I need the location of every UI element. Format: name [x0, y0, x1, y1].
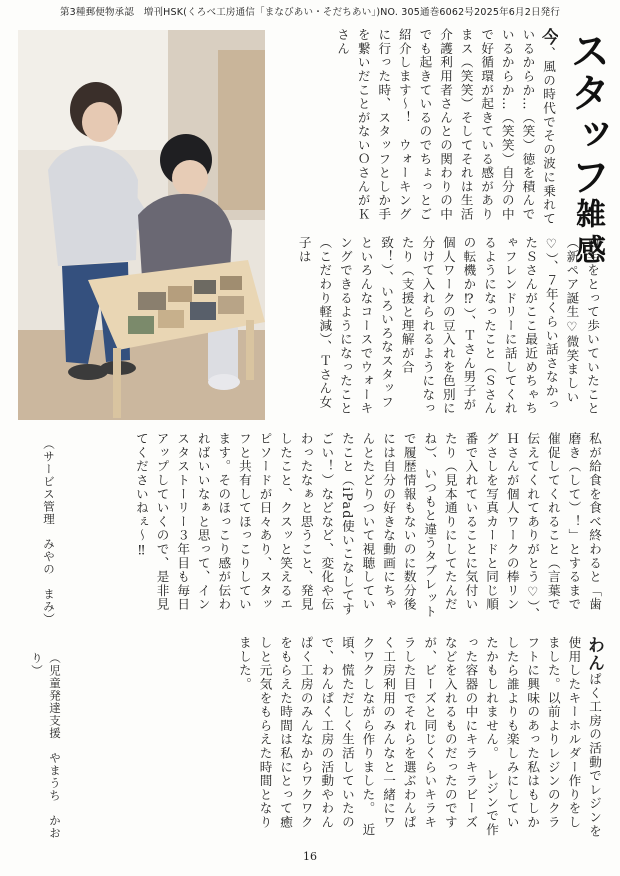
- article1-text-middle: の手をとって歩いていたこと（新ペア誕生♡微笑ましい♡）、７年くらい話さなかったＳさんがここ最近めちゃちゃフレンドリーに話してくれるようになったこと（Ｓさんの転機か⁉）、Ｔさん男子が個人ワークの豆入れを色別に分けて入れられるようになったり（支援と理解が合致！）、いろいろなスタッフといろんなコースでウォーキングできるようになったこと（こだわり軽減）、Ｔさん女子は: [296, 236, 600, 416]
- article1-text-bottom: 私が給食を食べ終わると「歯磨き（して）！」とするまで催促してくれること（言葉で伝えてくれてありがとう♡）、Ｈさんが個人ワークの棒リングさしを写真カードと同じ順番で入れていることに気付いたり（見本通りにしてたんだね）、いつもと違うタブレットで履歴情報もないのに数分後には自分の好きな動画にちゃんとたどりついて視聴していたこと（iPad使いこなしてすごい！）などなど、変化や伝わったなぁと思うこと、発見したこと、クスッと笑えるエピソードが日々あり、スタッフと共有してほっこりしています。そのほっこり感が伝わればいいなぁと思って、インスタストーリー３年目も毎日アップしていくので、是非見てくださいねぇ〜‼: [133, 432, 602, 622]
- article1-middle-column: [272, 236, 602, 418]
- article1-lead-char: 今: [538, 28, 558, 47]
- column-title: [562, 30, 612, 270]
- article1-bottom-column: [58, 432, 604, 622]
- title-sub: 雑感: [570, 198, 605, 270]
- article1-text-top: 、風の時代でその波に乗れているからか…（笑）徳を積んでいるからか…（笑笑）自分の中で好循環が起きている感がありまス（笑笑）そしてそれは生活介護利用者さんとの関わりの中でも起きているのでちょっとご紹介します〜！ ウォーキングに行った時、スタッフとしか手を繋いだことがないＯさんがＫさん: [335, 28, 556, 226]
- article2-text: ぱく工房の活動でレジンを使用したキーホルダー作りをしました。以前よりレジンのクラフトに興味のあった私はもしかしたら誰よりも楽しみにしていたかもしれません。 レジンで作った容器の中にキラキラビーズなどを入れるものだったのですが、ビーズと同じくらいキラキラした目でそれらを選ぶわんぱく工房利用のみんなと一緒にワクワクしながら作りました。 近頃、慌ただしく生活していたので、わんぱく工房の活動やわんぱく工房のみんなからワクワクをもらえた時間は私にとって癒しと元気をもらえた時間となりました。: [236, 636, 602, 839]
- article1-top-column: [272, 28, 558, 228]
- article1-signature: （サービス管理 みやの まみ）: [42, 438, 56, 626]
- activity-photo: [18, 30, 265, 420]
- activity-photo-drawing: [18, 30, 265, 420]
- article2-column: [58, 636, 604, 840]
- page-number: 16: [303, 850, 317, 863]
- publication-header: 第3種郵便物承認 増刊HSK(くろべ工房通信「まなびあい・そだちあい」)NO. 305通巻6062号2025年6月2日発行: [59, 7, 561, 18]
- article2-signature: （児童発達支援 やまうち かおり）: [30, 652, 62, 840]
- article2-lead-char: わん: [584, 636, 604, 673]
- title-main: スタッフ: [564, 30, 610, 198]
